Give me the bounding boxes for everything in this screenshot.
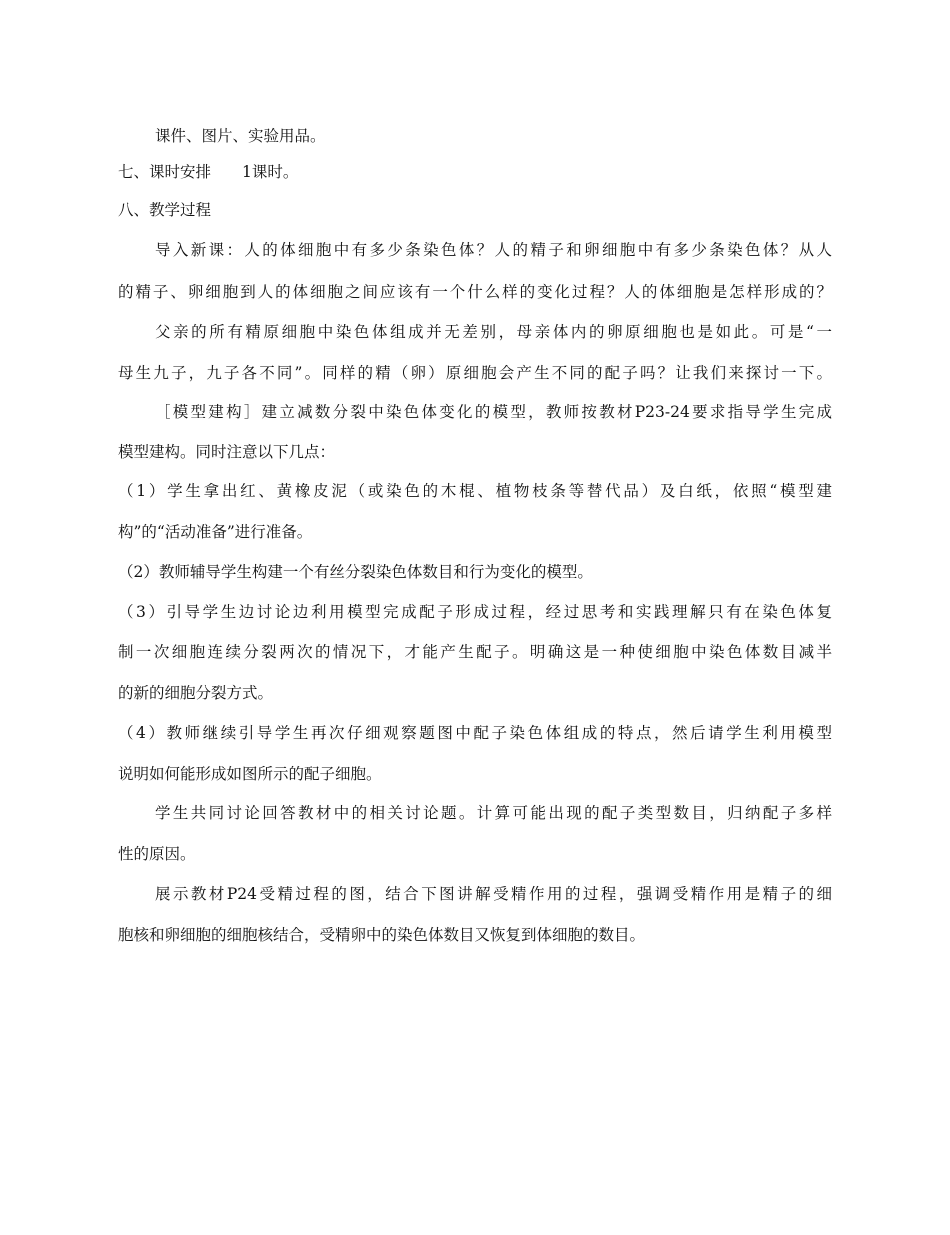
paragraph-father-line-2: 母生九子，九子各不同”。同样的精（卵）原细胞会产生不同的配子吗？让我们来探讨一下。 — [118, 364, 832, 382]
paragraph-fertilization-line-2: 胞核和卵细胞的细胞核结合，受精卵中的染色体数目又恢复到体细胞的数目。 — [118, 926, 646, 944]
list-item-3-line-1: （3）引导学生边讨论边利用模型完成配子形成过程，经过思考和实践理解只有在染色体复 — [118, 603, 832, 621]
list-item-1-line-2: 构”的“活动准备”进行准备。 — [118, 523, 313, 541]
section-7-heading: 七、课时安排 1课时。 — [118, 163, 299, 181]
paragraph-intro-line-2: 的精子、卵细胞到人的体细胞之间应该有一个什么样的变化过程？人的体细胞是怎样形成的？ — [118, 283, 832, 301]
list-item-4-line-2: 说明如何能形成如图所示的配子细胞。 — [118, 765, 382, 783]
list-item-3-line-2: 制一次细胞连续分裂两次的情况下，才能产生配子。明确这是一种使细胞中染色体数目减半 — [118, 643, 832, 661]
list-item-3-line-3: 的新的细胞分裂方式。 — [118, 684, 274, 702]
section-8-heading: 八、教学过程 — [118, 201, 212, 219]
list-item-4-line-1: （4）教师继续引导学生再次仔细观察题图中配子染色体组成的特点，然后请学生利用模型 — [118, 724, 832, 742]
materials-line: 课件、图片、实验用品。 — [155, 127, 326, 145]
paragraph-discussion-line-2: 性的原因。 — [118, 845, 196, 863]
paragraph-fertilization-line-1: 展示教材P24受精过程的图，结合下图讲解受精作用的过程，强调受精作用是精子的细 — [155, 885, 832, 903]
list-item-2: （2）教师辅导学生构建一个有丝分裂染色体数目和行为变化的模型。 — [118, 563, 593, 581]
paragraph-model-line-1: ［模型建构］建立减数分裂中染色体变化的模型，教师按教材P23-24要求指导学生完成 — [155, 403, 832, 421]
paragraph-model-line-2: 模型建构。同时注意以下几点： — [118, 443, 336, 461]
paragraph-father-line-1: 父亲的所有精原细胞中染色体组成并无差别，母亲体内的卵原细胞也是如此。可是“一 — [155, 323, 832, 341]
paragraph-discussion-line-1: 学生共同讨论回答教材中的相关讨论题。计算可能出现的配子类型数目，归纳配子多样 — [155, 804, 832, 822]
list-item-1-line-1: （1）学生拿出红、黄橡皮泥（或染色的木棍、植物枝条等替代品）及白纸，依照“模型建 — [118, 482, 832, 500]
paragraph-intro-line-1: 导入新课：人的体细胞中有多少条染色体？人的精子和卵细胞中有多少条染色体？从人 — [155, 241, 832, 259]
